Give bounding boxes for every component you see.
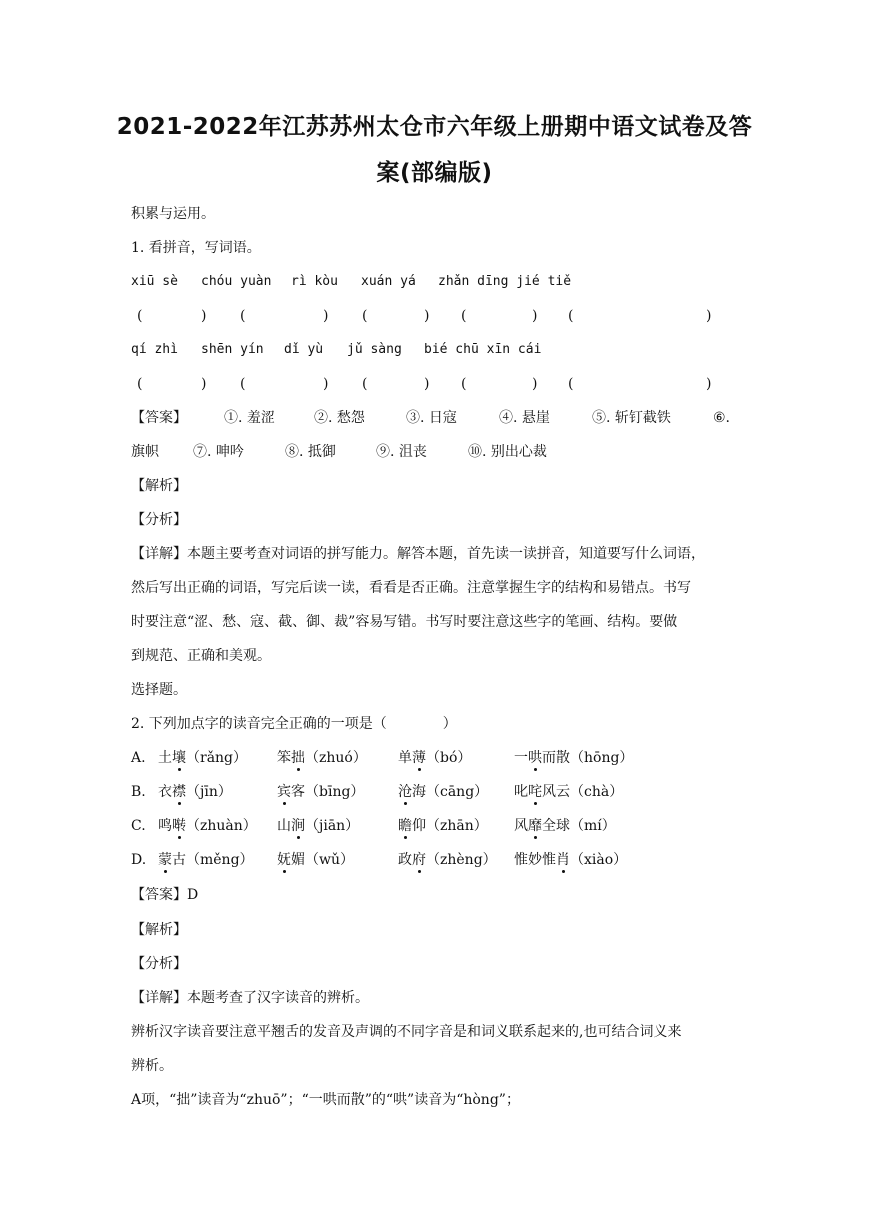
answer-item-8: ⑧. 抵御: [285, 444, 336, 460]
pinyin-10: bié chū xīn cái: [424, 342, 542, 357]
dotted-char: 咤: [528, 784, 542, 800]
question-1-stem: 1. 看拼音，写词语。: [131, 240, 261, 256]
answer-blank-open: (: [240, 308, 246, 324]
detail-text-line: 时要注意“涩、愁、寇、截、御、裁”容易写错。书写时要注意这些字的笔画、结构。要做: [131, 614, 678, 630]
pinyin-1: xiū sè: [131, 274, 178, 289]
answer-item-9: ⑨. 沮丧: [376, 444, 427, 460]
option-word: 妩媚（wǔ）: [277, 852, 354, 868]
breakdown-label: 【分析】: [131, 512, 187, 528]
dotted-char: 啭: [172, 818, 186, 834]
detail-text-line: 【详解】本题主要考查对词语的拼写能力。解答本题，首先读一读拼音，知道要写什么词语，: [131, 546, 705, 562]
option-word: 蒙古（měng）: [158, 852, 254, 868]
answer-blank-open: (: [362, 376, 368, 392]
dotted-char: 肖: [556, 852, 570, 868]
dotted-char: 哄: [528, 750, 542, 766]
answer-blank-open: (: [461, 308, 467, 324]
analysis-label: 【解析】: [131, 922, 187, 938]
pinyin-7: shēn yín: [201, 342, 264, 357]
option-a-explanation: A项，“拙”读音为“zhuō”；“一哄而散”的“哄”读音为“hòng”；: [131, 1092, 520, 1108]
option-word: 一哄而散（hōng）: [514, 750, 634, 766]
answer-blank-close: ): [532, 308, 538, 324]
detail-text-line: 然后写出正确的词语，写完后读一读，看看是否正确。注意掌握生字的结构和易错点。书写: [131, 580, 691, 596]
answer-blank-open: (: [240, 376, 246, 392]
answer-blank-close: ): [706, 308, 712, 324]
answer-blank-open: (: [137, 308, 143, 324]
dotted-char: 宾: [277, 784, 291, 800]
option-word: 山涧（jiān）: [277, 818, 360, 834]
answer-item-2: ②. 愁怨: [314, 410, 365, 426]
answer-blank-close: ): [424, 376, 430, 392]
pinyin-8: dǐ yù: [284, 342, 324, 357]
dotted-char: 壤: [172, 750, 186, 766]
answer-blank-close: ): [706, 376, 712, 392]
question-2-stem: 2. 下列加点字的读音完全正确的一项是（ ）: [131, 716, 457, 732]
answer-item-1: ①. 羞涩: [224, 410, 275, 426]
pinyin-2: chóu yuàn: [201, 274, 272, 289]
answer-item-5: ⑤. 斩钉截铁: [592, 410, 671, 426]
answer-blank-close: ): [323, 308, 329, 324]
answer-item-6-number: ⑥.: [713, 410, 731, 426]
answer-item-10: ⑩. 别出心裁: [468, 444, 547, 460]
answer-blank-close: ): [323, 376, 329, 392]
dotted-char: 瞻: [398, 818, 412, 834]
answer-item-6-word: 旗帜: [131, 444, 159, 460]
answer-label: 【答案】: [131, 410, 187, 426]
answer-d: 【答案】D: [131, 887, 199, 903]
dotted-char: 薄: [412, 750, 426, 766]
option-word: 政府（zhèng）: [398, 852, 497, 868]
answer-blank-close: ): [532, 376, 538, 392]
analysis-label: 【解析】: [131, 478, 187, 494]
answer-blank-open: (: [568, 308, 574, 324]
dotted-char: 拙: [291, 750, 305, 766]
option-word: 沧海（cāng）: [398, 784, 489, 800]
answer-blank-open: (: [137, 376, 143, 392]
detail-text-line: 【详解】本题考查了汉字读音的辨析。: [131, 990, 369, 1006]
section-heading-multiple-choice: 选择题。: [131, 682, 187, 698]
option-letter: A.: [131, 750, 146, 766]
section-heading-accumulation: 积累与运用。: [131, 206, 215, 222]
dotted-char: 蒙: [158, 852, 172, 868]
dotted-char: 沧: [398, 784, 412, 800]
pinyin-9: jǔ sàng: [347, 342, 402, 357]
pinyin-6: qí zhì: [131, 342, 178, 357]
dotted-char: 涧: [291, 818, 305, 834]
option-word: 惟妙惟肖（xiào）: [514, 852, 628, 868]
option-word: 笨拙（zhuó）: [277, 750, 367, 766]
dotted-char: 靡: [528, 818, 542, 834]
pinyin-5: zhǎn dīng jié tiě: [438, 274, 572, 289]
answer-item-4: ④. 悬崖: [499, 410, 550, 426]
answer-blank-open: (: [568, 376, 574, 392]
detail-text-line: 辨析。: [131, 1058, 173, 1074]
detail-text-line: 到规范、正确和美观。: [131, 648, 271, 664]
document-title-line-2: 案(部编版): [376, 160, 493, 186]
answer-item-3: ③. 日寇: [406, 410, 457, 426]
answer-blank-close: ): [201, 308, 207, 324]
dotted-char: 妩: [277, 852, 291, 868]
dotted-char: 襟: [172, 784, 186, 800]
option-word: 叱咤风云（chà）: [514, 784, 624, 800]
option-word: 单薄（bó）: [398, 750, 472, 766]
option-letter: C.: [131, 818, 146, 834]
option-word: 土壤（rǎng）: [158, 750, 248, 766]
option-word: 瞻仰（zhān）: [398, 818, 488, 834]
answer-item-7: ⑦. 呻吟: [193, 444, 244, 460]
pinyin-3: rì kòu: [291, 274, 338, 289]
answer-blank-close: ): [424, 308, 430, 324]
breakdown-label: 【分析】: [131, 956, 187, 972]
option-letter: B.: [131, 784, 146, 800]
option-letter: D.: [131, 852, 147, 868]
document-title-line-1: 2021-2022年江苏苏州太仓市六年级上册期中语文试卷及答: [116, 114, 753, 140]
answer-blank-close: ): [201, 376, 207, 392]
pinyin-4: xuán yá: [361, 274, 416, 289]
option-word: 衣襟（jīn）: [158, 784, 232, 800]
option-word: 宾客（bīng）: [277, 784, 365, 800]
option-word: 鸣啭（zhuàn）: [158, 818, 257, 834]
detail-text-line: 辨析汉字读音要注意平翘舌的发音及声调的不同字音是和词义联系起来的,也可结合词义来: [131, 1024, 682, 1040]
answer-blank-open: (: [362, 308, 368, 324]
option-word: 风靡全球（mí）: [514, 818, 616, 834]
dotted-char: 府: [412, 852, 426, 868]
answer-blank-open: (: [461, 376, 467, 392]
